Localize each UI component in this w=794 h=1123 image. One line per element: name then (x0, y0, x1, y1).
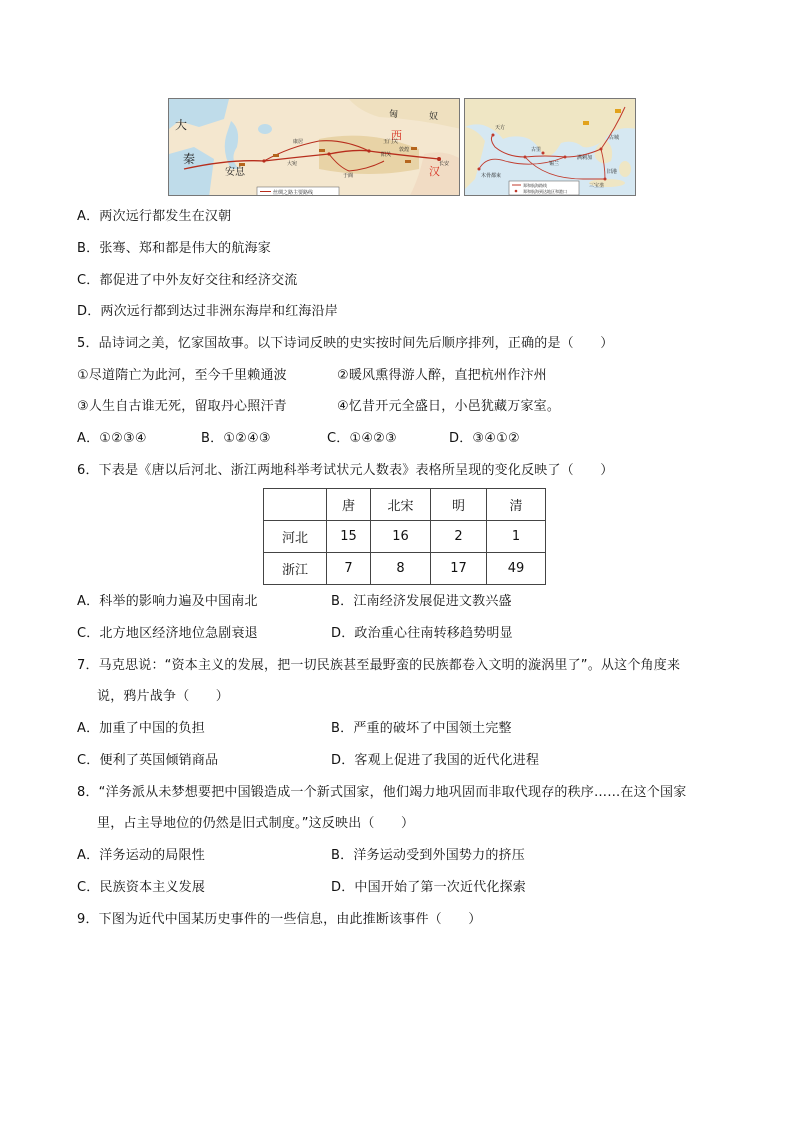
zh-label-xilan: 锡兰 (549, 161, 560, 167)
table-header-cell: 清 (487, 489, 546, 521)
table-cell: 2 (431, 521, 487, 553)
table-header-cell: 北宋 (371, 489, 431, 521)
zh-label-jiugang: 旧港 (607, 169, 618, 175)
q7-options-row-2 (77, 752, 539, 770)
silk-label-dunhuang: 敦煌 (399, 147, 410, 153)
table-cell: 河北 (264, 521, 327, 553)
q6-options-row-2 (77, 625, 513, 643)
zh-label-guli: 古里 (531, 147, 542, 153)
q5-poem-1: ①尽道隋亡为此河，至今千里赖通波 (77, 368, 287, 383)
q5-poem-4: ④忆昔开元全盛日，小邑犹藏万家室。 (337, 399, 561, 414)
silk-label-kangju: 康居 (293, 139, 304, 145)
q7-options-row-1 (77, 720, 512, 738)
silk-label-yutian: 于阗 (343, 173, 354, 179)
q7-option-d[interactable]: D．客观上促进了我国的近代化进程 (331, 753, 540, 768)
q8-option-d[interactable]: D．中国开始了第一次近代化探索 (331, 880, 527, 895)
q5-option-b[interactable]: B．①②④③ (201, 431, 271, 446)
q4-option-c[interactable]: C．都促进了中外友好交往和经济交流 (77, 273, 298, 288)
silk-label-dawan: 大宛 (287, 161, 298, 167)
q5-options (77, 430, 520, 448)
table-header-cell (264, 489, 327, 521)
q4-option-b[interactable]: B．张骞、郑和都是伟大的航海家 (77, 241, 271, 256)
table-header-row (264, 489, 546, 521)
zheng-he-map (464, 98, 636, 196)
q5-poem-3: ③人生自古谁无死，留取丹心照汗青 (77, 399, 287, 414)
zh-label-sanbaolong: 三宝垄 (589, 183, 605, 189)
q6-option-b[interactable]: B．江南经济发展促进文教兴盛 (331, 594, 512, 609)
table-cell: 7 (327, 553, 371, 585)
q7-stem-line-2: 说，鸦片战争（ ） (97, 689, 230, 704)
q8-stem-line-1: 8．“洋务派从未梦想要把中国锻造成一个新式国家，他们竭力地巩固而非取代现存的秩序……在这个国家 (77, 785, 687, 800)
q6-option-d[interactable]: D．政治重心往南转移趋势明显 (331, 626, 513, 641)
silk-label-qin: 秦 (183, 152, 196, 166)
silk-label-nu: 奴 (429, 112, 439, 122)
silk-label-xi: 西 (391, 129, 402, 142)
q7-option-c[interactable]: C．便利了英国倾销商品 (77, 753, 219, 768)
zh-label-zhancheng: 占城 (609, 135, 620, 141)
silk-label-anxi: 安息 (225, 167, 245, 178)
q5-poem-line-2 (77, 398, 560, 416)
silk-label-yangguan: 阳关 (381, 152, 392, 158)
q8-options-row-2 (77, 879, 526, 897)
q5-stem: 5．品诗词之美，忆家国故事。以下诗词反映的史实按时间先后顺序排列，正确的是（ ） (77, 336, 614, 351)
q8-option-b[interactable]: B．洋务运动受到外国势力的挤压 (331, 848, 525, 863)
q7-option-a[interactable]: A．加重了中国的负担 (77, 721, 205, 736)
q8-options-row-1 (77, 847, 525, 865)
table-cell: 15 (327, 521, 371, 553)
zh-legend-route: 郑和航海路线 (523, 183, 547, 188)
q4-option-a[interactable]: A．两次远行都发生在汉朝 (77, 209, 232, 224)
zh-label-tianfang: 天方 (495, 125, 506, 131)
silk-label-yumenguan: 玉门关 (383, 139, 399, 145)
q6-stem: 6．下表是《唐以后河北、浙江两地科举考试状元人数表》表格所呈现的变化反映了（ ） (77, 463, 614, 478)
q6-options-row-1 (77, 593, 512, 611)
silk-label-han: 汉 (429, 165, 440, 178)
table-row (264, 553, 546, 585)
q7-stem-line-1: 7．马克思说：“资本主义的发展，把一切民族甚至最野蛮的民族都卷入文明的漩涡里了”。从这个角度来 (77, 658, 681, 673)
q6-option-c[interactable]: C．北方地区经济地位急剧衰退 (77, 626, 258, 641)
table-cell: 49 (487, 553, 546, 585)
q5-option-a[interactable]: A．①②③④ (77, 431, 147, 446)
zh-label-mogadishu: 木骨都束 (481, 173, 502, 179)
silk-label-changan: 长安 (439, 161, 450, 167)
table-header-cell: 明 (431, 489, 487, 521)
table-cell: 8 (371, 553, 431, 585)
silk-road-map (168, 98, 460, 196)
silk-label-da: 大 (175, 118, 188, 132)
q8-option-a[interactable]: A．洋务运动的局限性 (77, 848, 205, 863)
table-row (264, 521, 546, 553)
table-cell: 浙江 (264, 553, 327, 585)
table-cell: 17 (431, 553, 487, 585)
q4-option-d[interactable]: D．两次远行都到达过非洲东海岸和红海沿岸 (77, 304, 339, 319)
q5-poem-2: ②暖风熏得游人醉，直把杭州作汴州 (337, 368, 547, 383)
silk-legend: 丝绸之路主要路线 (273, 190, 314, 196)
q5-option-c[interactable]: C．①④②③ (327, 431, 397, 446)
q9-stem: 9．下图为近代中国某历史事件的一些信息，由此推断该事件（ ） (77, 912, 482, 927)
table-header-cell: 唐 (327, 489, 371, 521)
maps-figure (168, 98, 638, 196)
table-cell: 16 (371, 521, 431, 553)
q7-option-b[interactable]: B．严重的破坏了中国领土完整 (331, 721, 512, 736)
q8-option-c[interactable]: C．民族资本主义发展 (77, 880, 206, 895)
zh-legend-ports: 郑和航海到达地区和港口 (523, 189, 567, 194)
q5-option-d[interactable]: D．③④①② (449, 431, 520, 446)
q6-option-a[interactable]: A．科举的影响力遍及中国南北 (77, 594, 258, 609)
zh-label-malacca: 满剌加 (577, 155, 593, 161)
q6-table (263, 488, 546, 585)
table-cell: 1 (487, 521, 546, 553)
q5-poem-line-1 (77, 367, 547, 385)
silk-label-xiong: 匈 (389, 110, 399, 120)
q8-stem-line-2: 里，占主导地位的仍然是旧式制度。”这反映出（ ） (97, 816, 415, 831)
